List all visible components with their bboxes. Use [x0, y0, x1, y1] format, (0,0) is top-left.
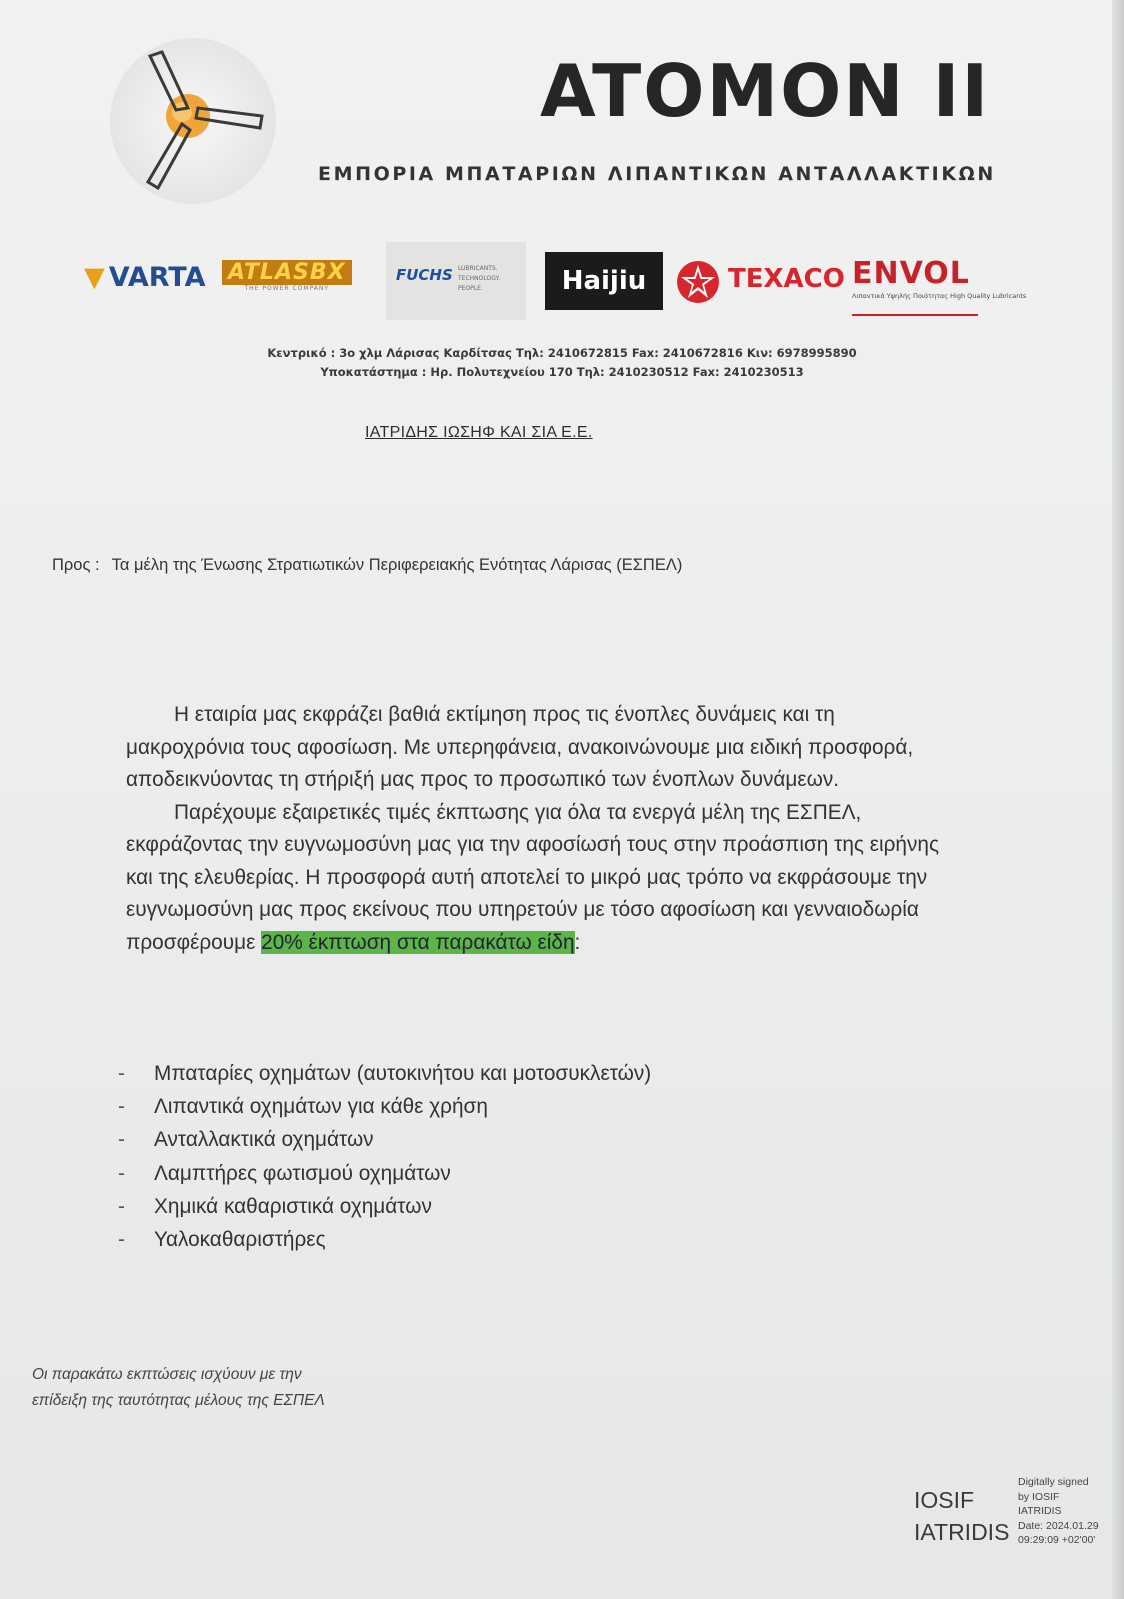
company-name: ΙΑΤΡΙΔΗΣ ΙΩΣΗΦ ΚΑΙ ΣΙΑ Ε.Ε.: [365, 424, 593, 441]
list-marker: -: [118, 1095, 125, 1119]
digital-signature-info: [1018, 1475, 1124, 1548]
signer-first-name: IOSIF: [914, 1487, 975, 1513]
varta-logo: [84, 262, 206, 293]
contact-main-office: Κεντρικό : 3ο χλμ Λάρισας Καρδίτσας Τηλ: 2410672815 Fax: 2410672816 Κιν: 6978995890: [267, 346, 857, 360]
atlasbx-logo: [222, 260, 352, 292]
list-marker: -: [118, 1161, 125, 1185]
letter-body: [126, 699, 946, 959]
signature-info-line: by IOSIF: [1018, 1490, 1060, 1503]
atomon-propeller-icon: [110, 38, 276, 204]
fuchs-tagline: LUBRICANTS. TECHNOLOGY. PEOPLE.: [458, 265, 500, 292]
envol-underline: [852, 314, 978, 316]
discount-highlight: 20% έκπτωση στα παρακάτω είδη: [261, 930, 575, 954]
signature-time: 09:29:09 +02'00': [1018, 1534, 1096, 1546]
list-item-text: Μπαταρίες οχημάτων (αυτοκινήτου και μοτοσυκλετών): [154, 1062, 652, 1085]
footnote-line-2: επίδειξη της ταυτότητας μέλους της ΕΣΠΕΛ: [32, 1392, 325, 1409]
haijiu-logo: Haijiu: [545, 252, 663, 310]
atlasbx-logo-text: ATLASBX: [222, 260, 352, 285]
list-marker: -: [118, 1062, 125, 1085]
list-item: [118, 1223, 651, 1256]
list-marker: -: [118, 1128, 125, 1152]
list-item-text: Υαλοκαθαριστήρες: [154, 1228, 326, 1252]
list-item-text: Λαμπτήρες φωτισμού οχημάτων: [154, 1161, 451, 1185]
footnote-line-1: Οι παρακάτω εκπτώσεις ισχύουν με την: [32, 1366, 302, 1383]
list-item-text: Λιπαντικά οχημάτων για κάθε χρήση: [154, 1095, 488, 1119]
list-item: [118, 1190, 651, 1223]
body-paragraph-2: [126, 797, 946, 960]
digital-signature-name: [914, 1484, 1009, 1548]
list-item-text: Ανταλλακτικά οχημάτων: [154, 1128, 374, 1152]
recipient-line: [52, 556, 682, 575]
partner-logos-row: [80, 240, 1027, 330]
texaco-logo: TEXACO: [728, 264, 845, 294]
brand-title: ATOMON II: [540, 49, 991, 133]
list-item: [118, 1057, 651, 1090]
page-edge-shadow: [1112, 0, 1124, 1599]
list-item-text: Χημικά καθαριστικά οχημάτων: [154, 1194, 432, 1218]
atlasbx-tagline: THE POWER COMPANY: [244, 285, 330, 292]
recipient-label: Προς :: [52, 556, 100, 574]
contact-block: [0, 344, 1124, 382]
varta-v-icon: ▼: [84, 262, 105, 293]
signer-last-name: IATRIDIS: [914, 1519, 1010, 1545]
contact-branch-office: Υποκατάστημα : Ηρ. Πολυτεχνείου 170 Τηλ: 2410230512 Fax: 2410230513: [320, 365, 804, 379]
signature-info-line: IATRIDIS: [1018, 1505, 1062, 1517]
list-item: [118, 1090, 651, 1123]
signature-info-line: Digitally signed: [1018, 1476, 1089, 1488]
list-item: [118, 1123, 651, 1156]
signature-date: Date: 2024.01.29: [1018, 1519, 1099, 1532]
product-list: [118, 1057, 651, 1256]
brand-subtitle: ΕΜΠΟΡΙΑ ΜΠΑΤΑΡΙΩΝ ΛΙΠΑΝΤΙΚΩΝ ΑΝΤΑΛΛΑΚΤΙΚΩΝ: [318, 163, 996, 185]
envol-tagline: Λιπαντικά Υψηλής Ποιότητας High Quality Lubricants: [852, 292, 1027, 300]
fuchs-logo: FUCHS: [396, 266, 453, 284]
list-marker: -: [118, 1194, 125, 1218]
body-paragraph-2-end: :: [574, 930, 581, 954]
texaco-star-icon: [676, 260, 720, 304]
varta-logo-text: VARTA: [108, 262, 206, 293]
list-item: [118, 1157, 651, 1190]
body-paragraph-1: Η εταιρία μας εκφράζει βαθιά εκτίμηση προς τις ένοπλες δυνάμεις και τη μακροχρόνια τους αφοσίωση. Με υπερηφάνεια, ανακοινώνουμε μια ειδική προσφορά, αποδεικνύοντας τη στήριξή μας προς το προσωπικό των ένοπλων δυνάμεων.: [126, 703, 914, 791]
body-paragraph-2-text: Παρέχουμε εξαιρετικές τιμές έκπτωσης για όλα τα ενεργά μέλη της ΕΣΠΕΛ, εκφράζοντας την ευγνωμοσύνη μας για την αφοσίωσή τους στην προάσπιση της ειρήνης και της ελευθερίας. Η προσφορά αυτή αποτελεί το μικρό μας τρόπο να εκφράσουμε την ευγνωμοσύνη μας προς εκείνους που υπηρετούν με τόσο αφοσίωση και γενναιοδωρία προσφέρουμε: [126, 800, 939, 954]
recipient-text: Τα μέλη της Ένωσης Στρατιωτικών Περιφερειακής Ενότητας Λάρισας (ΕΣΠΕΛ): [111, 556, 683, 574]
list-marker: -: [118, 1228, 125, 1252]
footnote: [32, 1362, 325, 1414]
envol-logo: ENVOL: [852, 256, 970, 291]
